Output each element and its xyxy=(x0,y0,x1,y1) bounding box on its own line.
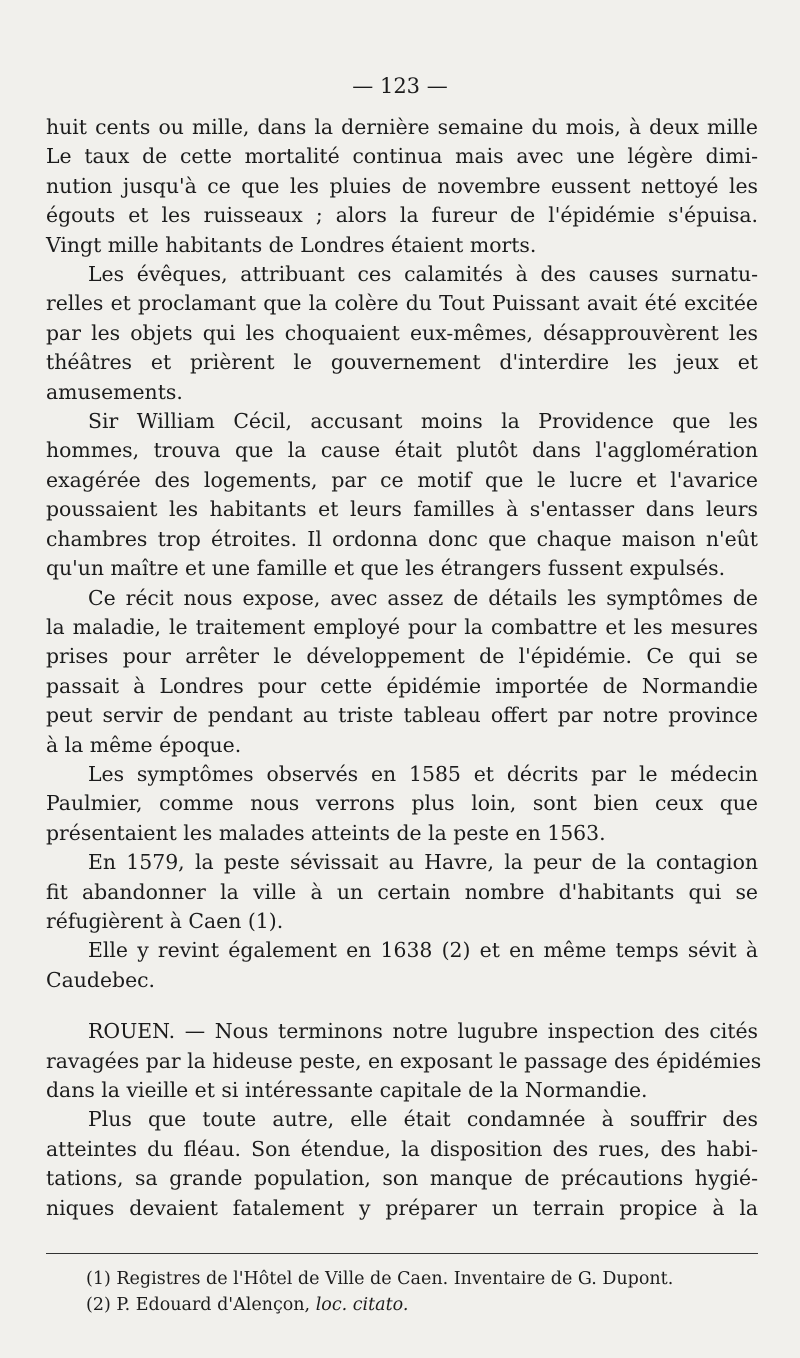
footnote-text: P. Edouard d'Alençon, xyxy=(116,1295,316,1315)
text-line: chambres trop étroites. Il ordonna donc que chaque maison n'eût xyxy=(46,526,758,551)
text-line: peut servir de pendant au triste tableau offert par notre province xyxy=(46,703,758,728)
text-line: prises pour arrêter le développement de l'épidémie. Ce qui se xyxy=(46,644,758,669)
text-line: En 1579, la peste sévissait au Havre, la peur de la contagion xyxy=(88,850,758,875)
text-line: tations, sa grande population, son manque de précautions hygié- xyxy=(46,1166,758,1191)
text-line: dans la vieille et si intéressante capitale de la Normandie. xyxy=(46,1078,648,1102)
text-line: théâtres et prièrent le gouvernement d'interdire les jeux et xyxy=(46,350,758,375)
text-line: Le taux de cette mortalité continua mais avec une légère dimi- xyxy=(46,144,758,169)
footnote-mark: (2) xyxy=(86,1295,111,1315)
text-line: nution jusqu'à ce que les pluies de novembre eussent nettoyé les xyxy=(46,173,758,198)
section-gap xyxy=(46,995,758,1017)
text-line: amusements. xyxy=(46,379,183,404)
text-line: ravagées par la hideuse peste, en exposant le passage des épidémies xyxy=(46,1048,762,1073)
text-line: égouts et les ruisseaux ; alors la fureur de l'épidémie s'épuisa. xyxy=(46,203,758,228)
text-line: niques devaient fatalement y préparer un terrain propice à la xyxy=(46,1195,758,1220)
paragraph xyxy=(46,113,758,260)
paragraph xyxy=(46,260,758,407)
text-line: exagérée des logements, par ce motif que le lucre et l'avarice xyxy=(46,467,758,492)
paragraph xyxy=(46,848,758,936)
footnote xyxy=(86,1292,766,1318)
paragraph xyxy=(46,584,758,760)
text-line: Les symptômes observés en 1585 et décrits par le médecin xyxy=(88,761,758,786)
paragraph xyxy=(46,1017,762,1105)
text-line: à la même époque. xyxy=(46,732,242,757)
paragraph xyxy=(46,936,758,995)
footnote-divider xyxy=(46,1253,758,1254)
paragraph xyxy=(46,760,758,848)
text-line: Paulmier, comme nous verrons plus loin, sont bien ceux que xyxy=(46,791,758,816)
text-line: Vingt mille habitants de Londres étaient morts. xyxy=(46,232,537,257)
text-line: fit abandonner la ville à un certain nombre d'habitants qui se xyxy=(46,879,758,904)
text-line: poussaient les habitants et leurs familles à s'entasser dans leurs xyxy=(46,497,758,522)
text-line: par les objets qui les choquaient eux-mêmes, désapprouvèrent les xyxy=(46,320,758,345)
footnotes xyxy=(86,1266,766,1318)
footnote-text: Registres de l'Hôtel de Ville de Caen. Inventaire de G. Dupont. xyxy=(116,1269,674,1289)
text-line: la maladie, le traitement employé pour la combattre et les mesures xyxy=(46,614,758,639)
text-line: Les évêques, attribuant ces calamités à des causes surnatu- xyxy=(88,262,758,287)
text-line: Ce récit nous expose, avec assez de détails les symptômes de xyxy=(88,585,758,610)
text-line: atteintes du fléau. Son étendue, la disposition des rues, des habi- xyxy=(46,1136,758,1161)
text-line: huit cents ou mille, dans la dernière semaine du mois, à deux mille xyxy=(46,115,758,139)
text-line: hommes, trouva que la cause était plutôt dans l'agglomération xyxy=(46,438,758,463)
page-body xyxy=(46,113,762,1223)
footnote-italic-text: loc. citato. xyxy=(315,1295,409,1315)
text-line: ROUEN. — Nous terminons notre lugubre inspection des cités xyxy=(88,1019,758,1044)
paragraph xyxy=(46,1105,758,1223)
text-line: relles et proclamant que la colère du Tout Puissant avait été excitée xyxy=(46,291,758,316)
footnote-mark: (1) xyxy=(86,1269,111,1289)
text-line: qu'un maître et une famille et que les étrangers fussent expulsés. xyxy=(46,556,726,581)
text-line: Elle y revint également en 1638 (2) et en même temps sévit à xyxy=(88,938,758,963)
paragraph xyxy=(46,407,758,583)
footnote xyxy=(86,1266,766,1292)
text-line: Sir William Cécil, accusant moins la Providence que les xyxy=(88,409,758,434)
text-line: Plus que toute autre, elle était condamnée à souffrir des xyxy=(88,1107,758,1132)
text-line: présentaient les malades atteints de la peste en 1563. xyxy=(46,820,606,845)
text-line: passait à Londres pour cette épidémie importée de Normandie xyxy=(46,673,758,698)
text-line: réfugièrent à Caen (1). xyxy=(46,908,284,933)
page-number: — 123 — xyxy=(352,74,448,98)
text-line: Caudebec. xyxy=(46,967,156,992)
